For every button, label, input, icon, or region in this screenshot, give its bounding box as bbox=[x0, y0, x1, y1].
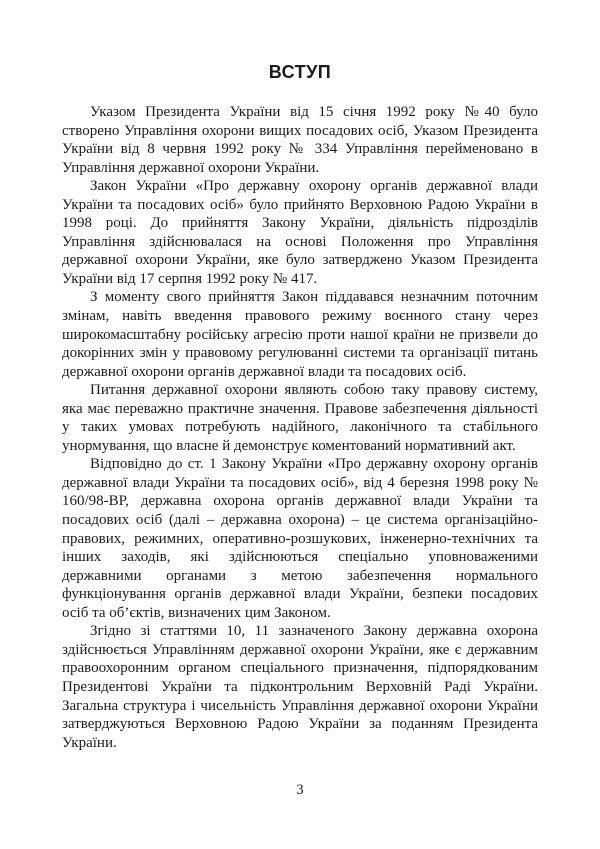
page-number: 3 bbox=[296, 782, 304, 798]
paragraph: Згідно зі статтями 10, 11 зазначеного Закону державна охорона здійснюється Управлінням державної охорони України, яке є державним правоохоронним органом спеціального призначення, підпорядкованим Президентові України та підконтрольним Верховній Раді України. Загальна структура і чисельність Управління державної охорони України затверджуються Верховною Радою України за поданням Президента України. bbox=[62, 623, 538, 751]
paragraph: Закон України «Про державну охорону органів державної влади України та посадових осіб» було прийнято Верховною Радою України в 1998 році. До прийняття Закону України, діяльність підрозділів Управління здійснювалася на основі Положення про Управління державної охорони України, яке було затверджено Указом Президента України від 17 серпня 1992 року № 417. bbox=[62, 178, 538, 287]
page-title: ВСТУП bbox=[268, 62, 332, 82]
paragraph: Указом Президента України від 15 січня 1992 року №40 було створено Управління охорони вищих посадових осіб, Указом Президента України від 8 червня 1992 року № 334 Управління перейменовано в Управління державної охорони України. bbox=[62, 104, 538, 176]
paragraph: З моменту свого прийняття Закон піддавався незначним поточним змінам, навіть введення правового режиму воєнного стану через широкомасштабну російську агресію проти нашої країни не призвели до докорінних змін у правовому регулюванні системи та організації питань державної охорони органів державної влади та посадових осіб. bbox=[62, 289, 538, 380]
paragraph: Питання державної охорони являють собою таку правову систему, яка має переважно практичне значення. Правове забезпечення діяльності у таких умовах потребують надійного, лаконічного та стабільного унормування, що власне й демонструє коментований нормативний акт. bbox=[62, 382, 538, 454]
paragraph: Відповідно до ст. 1 Закону України «Про державну охорону органів державної влади України та посадових осіб», від 4 березня 1998 року № 160/98-ВР, державна охорона органів державної влади України та посадових осіб (далі – державна охорона) – це система організаційно-правових, режимних, оперативно-розшукових, інженерно-технічних та інших заходів, які здійснюються спеціально уповноваженими державними органами з метою забезпечення нормального функціонування органів державної влади України, безпеки посадових осіб та об’єктів, визначених цим Законом. bbox=[62, 456, 538, 621]
document-body bbox=[62, 103, 538, 752]
